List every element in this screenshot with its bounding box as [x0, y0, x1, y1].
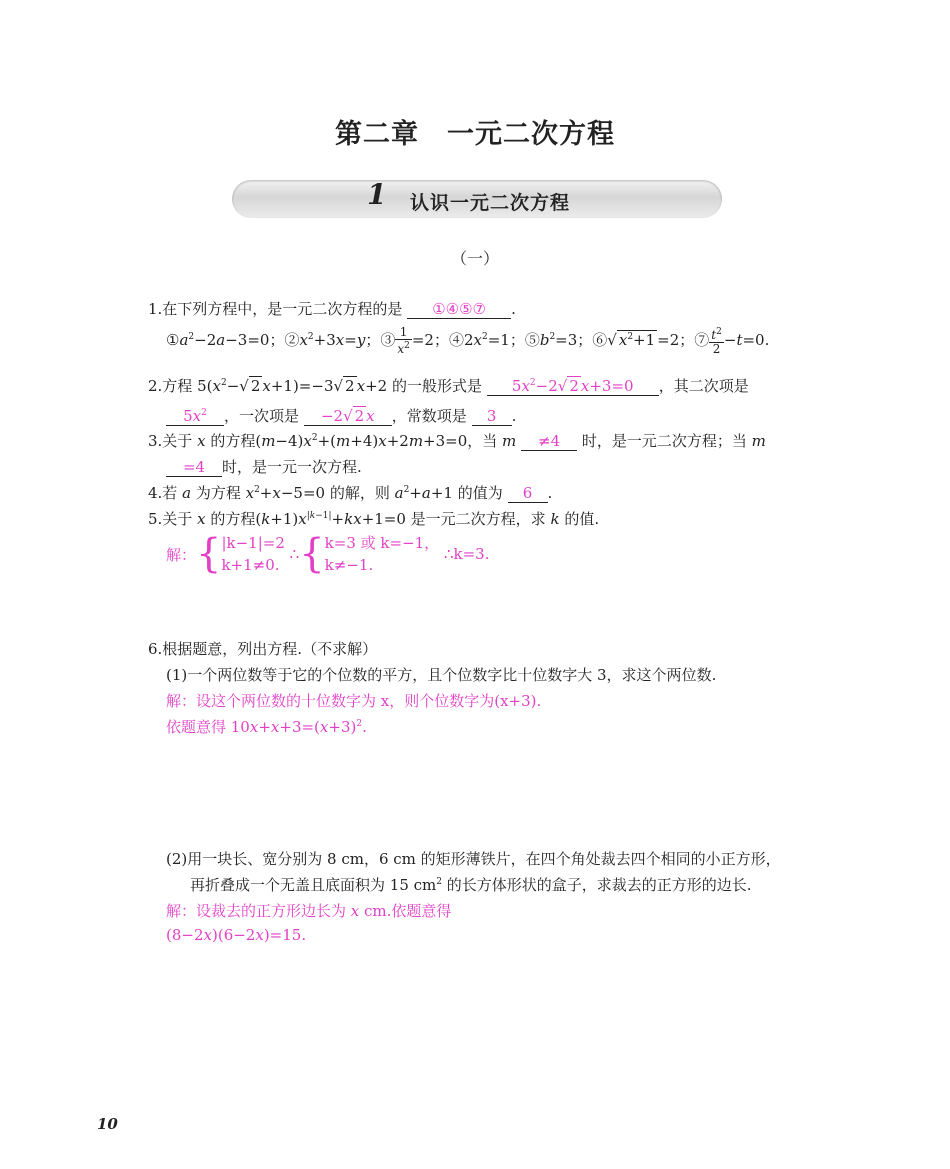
q5-sys1-line2: k+1≠0. — [221, 556, 280, 574]
q6-part1-solution1: 解：设这个两位数的十位数字为 x，则个位数字为(x+3). — [166, 692, 542, 710]
question-5: 5.关于 x 的方程$(k+1)x^{|k-1|}+kx+1=0$ 是一元二次方程，求 k 的值. — [148, 510, 600, 528]
q1-options: $①a^2-2a-3=0$；$②x^2+3x=y$；③ $\frac{1}{x^2}$ =2；$④2x^2=1$；$⑤b^2=3$；⑥√ $x^2+1 =2$；⑦ $\frac{t^2}{2}$ −t=0. — [166, 325, 770, 356]
q1-stem: 1.在下列方程中，是一元二次方程的是 — [148, 300, 403, 318]
subsection-title: （一） — [450, 249, 499, 268]
q6-part1-solution2: 依题意得 $10x+x+3=(x+3)^2$. — [166, 718, 367, 736]
q2-quad-term: $5x^2$ — [166, 404, 224, 426]
q2-continued — [166, 404, 516, 426]
q3-end: 时，是一元一次方程. — [222, 458, 362, 476]
question-4: 4.若 a 为方程 $x^2+x-5=0$ 的解，则 $a^2+a+1$ 的值为 6 . — [148, 484, 553, 502]
q5-sys2-line1: k=3 或 k=−1， — [324, 534, 440, 552]
q2-general-form: $5x^2-2√$ 2 x+3=0 — [487, 374, 659, 396]
q5-solution: 解：{ |k−1|=2 k+1≠0. ∴{ k=3 或 k=−1， k≠−1. ∴k=3. — [166, 531, 490, 577]
q5-therefore: ∴ — [289, 545, 300, 563]
q2-const-term: 3 — [472, 407, 512, 426]
q2-linear-term: −2√ 2 x — [304, 407, 392, 426]
q4-end: . — [547, 484, 553, 502]
q2-linear-label: ，一次项是 — [224, 407, 300, 425]
question-2: 2.方程 $5(x^2-√$ 2 x+1)=−3√ 2 x+2 的一般形式是 $5x^2-2√$ 2 x+3=0 ，其二次项是 — [148, 374, 749, 396]
section-banner — [232, 180, 722, 218]
q3-answer2: =4 — [166, 458, 222, 477]
q2-const-label: ，常数项是 — [391, 407, 467, 425]
q6-part2-solution2: (8−2x)(6−2x)=15. — [166, 926, 307, 944]
section-title: 认识一元二次方程 — [410, 192, 571, 214]
q1-answer: ①④⑤⑦ — [407, 300, 511, 319]
q6-part2-text2: 再折叠成一个无盖且底面积为 15 $cm^2$ 的长方体形状的盒子，求裁去的正方形的边长. — [190, 876, 752, 894]
chapter-title: 第二章 一元二次方程 — [335, 119, 615, 150]
q3-continued — [166, 456, 362, 477]
q6-part1-text: (1)一个两位数等于它的个位数的平方，且个位数字比十位数字大 3，求这个两位数. — [166, 666, 717, 684]
q5-sys2-line2: k≠−1. — [324, 556, 374, 574]
q4-answer: 6 — [508, 484, 548, 503]
section-number: 1 — [367, 178, 387, 211]
question-6: 6.根据题意，列出方程.（不求解） — [148, 640, 378, 658]
q3-answer1: ≠4 — [521, 432, 577, 451]
q5-result: ∴k=3. — [443, 545, 490, 563]
question-3: 3.关于 x 的方程$(m-4)x^2+(m+4)x+2m+3=0$，当 m ≠4 时，是一元二次方程；当 m — [148, 432, 766, 450]
q6-part2-solution1: 解：设裁去的正方形边长为 x cm.依题意得 — [166, 902, 452, 920]
question-1 — [148, 298, 516, 319]
q2-end: . — [511, 407, 517, 425]
q5-sys1-line1: |k−1|=2 — [221, 534, 285, 552]
page-number: 10 — [97, 1115, 118, 1133]
q1-end: . — [511, 300, 516, 318]
q2-quad-label: ，其二次项是 — [658, 377, 749, 395]
q5-solution-label: 解： — [166, 545, 197, 564]
q6-part2-text1: (2)用一块长、宽分别为 8 cm，6 cm 的矩形薄铁片，在四个角处裁去四个相同的小正方形， — [166, 850, 781, 868]
